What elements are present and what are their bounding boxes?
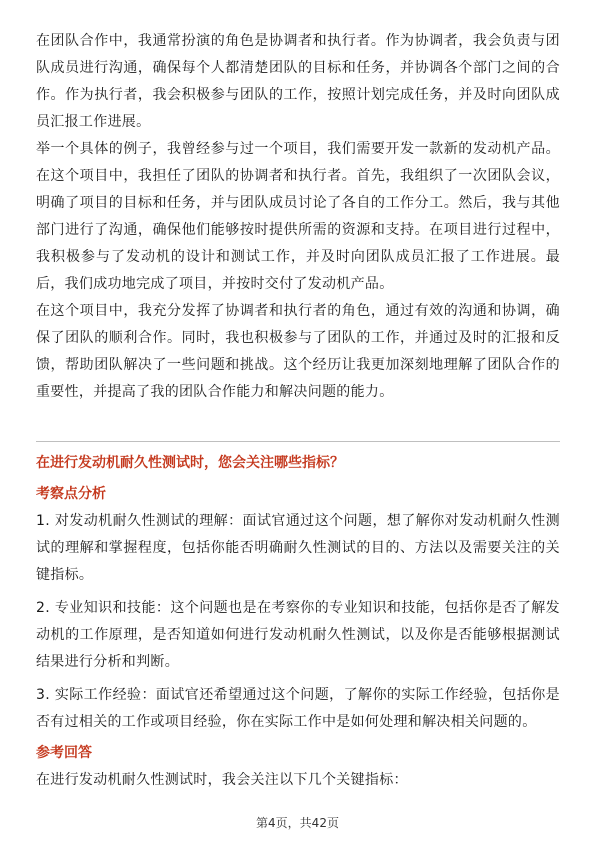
analysis-item-1: 1. 对发动机耐久性测试的理解：面试官通过这个问题，想了解你对发动机耐久性测试的理解和掌握程度，包括你能否明确耐久性测试的目的、方法以及需要关注的关键指标。 (36, 513, 560, 583)
section-divider (36, 441, 560, 442)
question-heading: 在进行发动机耐久性测试时，您会关注哪些指标？ (36, 455, 344, 471)
intro-paragraph-1: 在团队合作中，我通常扮演的角色是协调者和执行者。作为协调者，我会负责与团队成员进行沟通，确保每个人都清楚团队的目标和任务，并协调各个部门之间的合作。作为执行者，我会积极参与团队的工作，按照计划完成任务，并及时向团队成员汇报工作进展。 (36, 33, 560, 130)
intro-section (36, 28, 560, 406)
analysis-item-2: 2. 专业知识和技能：这个问题也是在考察你的专业知识和技能，包括你是否了解发动机的工作原理，是否知道如何进行发动机耐久性测试，以及你是否能够根据测试结果进行分析和判断。 (36, 600, 560, 670)
intro-paragraph-2: 举一个具体的例子，我曾经参与过一个项目，我们需要开发一款新的发动机产品。在这个项目中，我担任了团队的协调者和执行者。首先，我组织了一次团队会议，明确了项目的目标和任务，并与团队成员讨论了各自的工作分工。然后，我与其他部门进行了沟通，确保他们能够按时提供所需的资源和支持。在项目进行过程中，我积极参与了发动机的设计和测试工作，并及时向团队成员汇报了工作进展。最后，我们成功地完成了项目，并按时交付了发动机产品。 (36, 141, 560, 292)
reference-title: 参考回答 (36, 745, 92, 761)
analysis-item-3: 3. 实际工作经验：面试官还希望通过这个问题，了解你的实际工作经验，包括你是否有过相关的工作或项目经验，你在实际工作中是如何处理和解决相关问题的。 (36, 687, 560, 730)
intro-paragraph-3: 在这个项目中，我充分发挥了协调者和执行者的角色，通过有效的沟通和协调，确保了团队的顺利合作。同时，我也积极参与了团队的工作，并通过及时的汇报和反馈，帮助团队解决了一些问题和挑战。这个经历让我更加深刻地理解了团队合作的重要性，并提高了我的团队合作能力和解决问题的能力。 (36, 303, 560, 400)
analysis-list (36, 508, 560, 736)
page-number-footer: 第4页，共42页 (256, 816, 339, 830)
reference-answer-text: 在进行发动机耐久性测试时，我会关注以下几个关键指标： (36, 772, 408, 788)
analysis-title: 考察点分析 (36, 486, 106, 502)
